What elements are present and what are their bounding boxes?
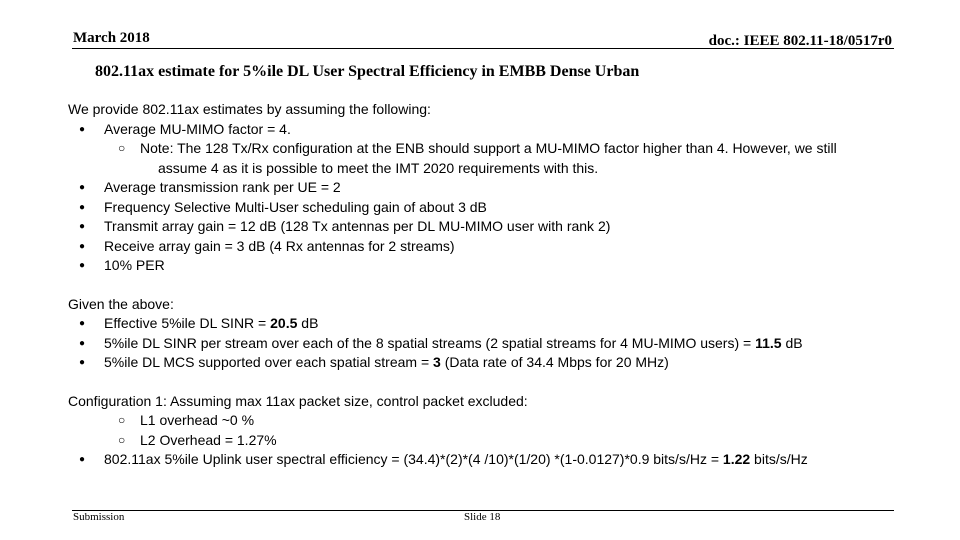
list-item: ● Transmit array gain = 12 dB (128 Tx antennas per DL MU-MIMO user with rank 2): [68, 217, 948, 237]
list-item: [68, 314, 948, 334]
header-doc-id: doc.: IEEE 802.11-18/0517r0: [708, 33, 892, 49]
slide-body: [68, 100, 948, 470]
note-line: Note: The 128 Tx/Rx configuration at the ENB should support a MU-MIMO factor higher than 4. However, we still: [140, 140, 837, 156]
list-item: ● Frequency Selective Multi-User scheduling gain of about 3 dB: [68, 198, 948, 218]
list-item: [68, 353, 948, 373]
results-list: [68, 314, 948, 373]
item-text: 802.11ax 5%ile Uplink user spectral efficiency = (34.4)*(2)*(4 /10)*(1/20) *(1-0.0127)*0.9 bits/s/Hz =: [104, 451, 723, 467]
list-item: [68, 334, 948, 354]
list-subitem: [68, 411, 948, 431]
list-item: ● Average MU-MIMO factor = 4.: [68, 120, 948, 140]
item-text: 5%ile DL MCS supported over each spatial stream =: [104, 354, 434, 370]
item-value: 20.5: [270, 315, 298, 331]
list-subitem-note: [68, 139, 948, 178]
item-text: 5%ile DL SINR per stream over each of the 8 spatial streams (2 spatial streams for 4 MU-MIMO users) =: [104, 334, 756, 351]
list-item: ● Average transmission rank per UE = 2: [68, 178, 948, 198]
list-item: ● Receive array gain = 3 dB (4 Rx antennas for 2 streams): [68, 237, 948, 257]
header-date: March 2018: [73, 30, 150, 46]
header-divider: [72, 48, 894, 49]
assumptions-intro: We provide 802.11ax estimates by assuming the following:: [68, 101, 431, 117]
footer-slide-number: Slide 18: [464, 511, 501, 523]
list-item: ● 10% PER: [68, 256, 948, 276]
circle-bullet-icon: ○: [118, 432, 126, 447]
list-subitem: [68, 431, 948, 451]
item-text: L1 overhead ~0 %: [140, 412, 255, 428]
circle-bullet-icon: ○: [118, 413, 126, 427]
list-item: [68, 450, 948, 470]
configuration-list: [68, 411, 948, 470]
item-text: Effective 5%ile DL SINR =: [104, 315, 271, 331]
item-unit: bits/s/Hz: [750, 451, 808, 467]
item-value: 1.22: [722, 451, 751, 467]
circle-bullet-icon: ○: [118, 141, 126, 155]
item-text: L2 Overhead = 1.27%: [140, 431, 277, 448]
item-value: 3: [433, 354, 441, 370]
slide-title: 802.11ax estimate for 5%ile DL User Spectral Efficiency in EMBB Dense Urban: [95, 63, 640, 80]
note-line-continued: assume 4 as it is possible to meet the IMT 2020 requirements with this.: [158, 159, 599, 176]
results-intro: Given the above:: [68, 295, 174, 312]
configuration-intro: Configuration 1: Assuming max 11ax packet size, control packet excluded:: [68, 392, 528, 409]
item-text-suffix: (Data rate of 34.4 Mbps for 20 MHz): [440, 354, 669, 370]
item-unit: dB: [297, 315, 319, 331]
item-unit: dB: [781, 334, 803, 351]
footer-submission: Submission: [73, 511, 125, 523]
assumptions-list: [68, 120, 948, 276]
item-value: 11.5: [755, 334, 782, 351]
